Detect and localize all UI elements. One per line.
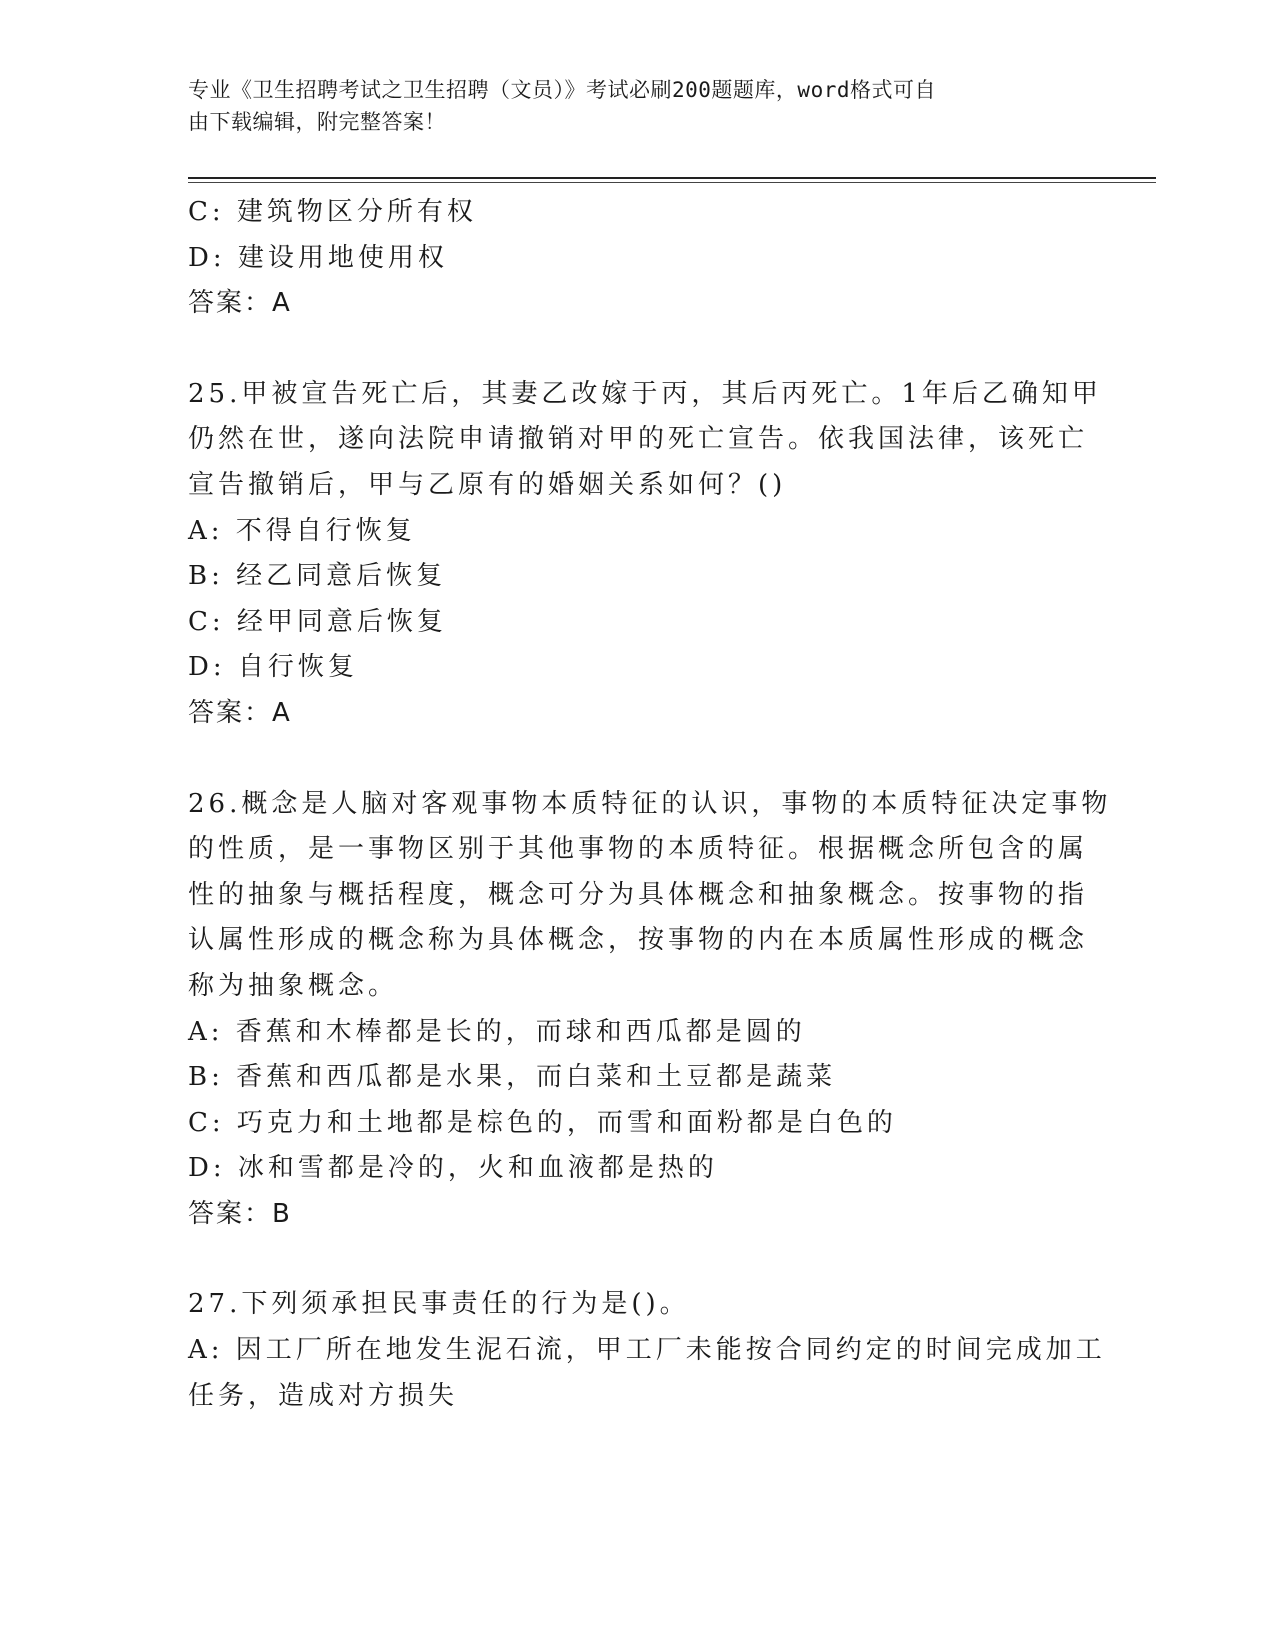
question-24-fragment (188, 190, 1088, 327)
answer: 答案：A (188, 697, 292, 728)
question-stem-line: 称为抽象概念。 (188, 970, 399, 1001)
option-b: B: 经乙同意后恢复 (188, 561, 447, 592)
option-d: D: 建设用地使用权 (188, 242, 448, 273)
question-stem-line: 认属性形成的概念称为具体概念，按事物的内在本质属性形成的概念 (188, 925, 1089, 956)
answer: 答案：A (188, 288, 292, 319)
option-c: C: 经甲同意后恢复 (188, 606, 447, 637)
question-27 (188, 1282, 1106, 1419)
question-stem-line: 25.甲被宣告死亡后，其妻乙改嫁于丙，其后丙死亡。1年后乙确知甲 (188, 378, 1102, 409)
question-stem-line: 宣告撤销后，甲与乙原有的婚姻关系如何？() (188, 469, 787, 500)
question-stem-line: 的性质，是一事物区别于其他事物的本质特征。根据概念所包含的属 (188, 834, 1089, 865)
option-c: C: 巧克力和土地都是棕色的，而雪和面粉都是白色的 (188, 1107, 897, 1138)
question-stem-line: 仍然在世，遂向法院申请撤销对甲的死亡宣告。依我国法律，该死亡 (188, 424, 1089, 455)
header-line-2: 由下载编辑，附完整答案！ (188, 110, 446, 134)
document-body (188, 190, 1112, 1419)
header-line-1: 专业《卫生招聘考试之卫生招聘（文员）》考试必刷200题题库，word格式可自 (188, 78, 936, 102)
document-header (188, 74, 1068, 138)
header-rule-thin (188, 182, 1156, 183)
option-a: A: 因工厂所在地发生泥石流，甲工厂未能按合同约定的时间完成加工 (188, 1335, 1106, 1366)
question-26 (188, 782, 1112, 1238)
answer: 答案：B (188, 1198, 292, 1229)
question-stem-line: 26.概念是人脑对客观事物本质特征的认识，事物的本质特征决定事物 (188, 788, 1112, 819)
option-a-continued: 任务，造成对方损失 (188, 1380, 459, 1411)
option-d: D: 自行恢复 (188, 652, 358, 683)
option-a: A: 不得自行恢复 (188, 515, 416, 546)
option-c: C: 建筑物区分所有权 (188, 197, 477, 227)
question-stem-line: 27.下列须承担民事责任的行为是()。 (188, 1289, 690, 1320)
question-25 (188, 372, 1102, 737)
option-a: A: 香蕉和木棒都是长的，而球和西瓜都是圆的 (188, 1016, 806, 1047)
header-rule-thick (188, 177, 1156, 179)
question-stem-line: 性的抽象与概括程度，概念可分为具体概念和抽象概念。按事物的指 (188, 879, 1089, 910)
option-b: B: 香蕉和西瓜都是水果，而白菜和土豆都是蔬菜 (188, 1062, 837, 1093)
option-d: D: 冰和雪都是冷的，火和血液都是热的 (188, 1153, 718, 1184)
